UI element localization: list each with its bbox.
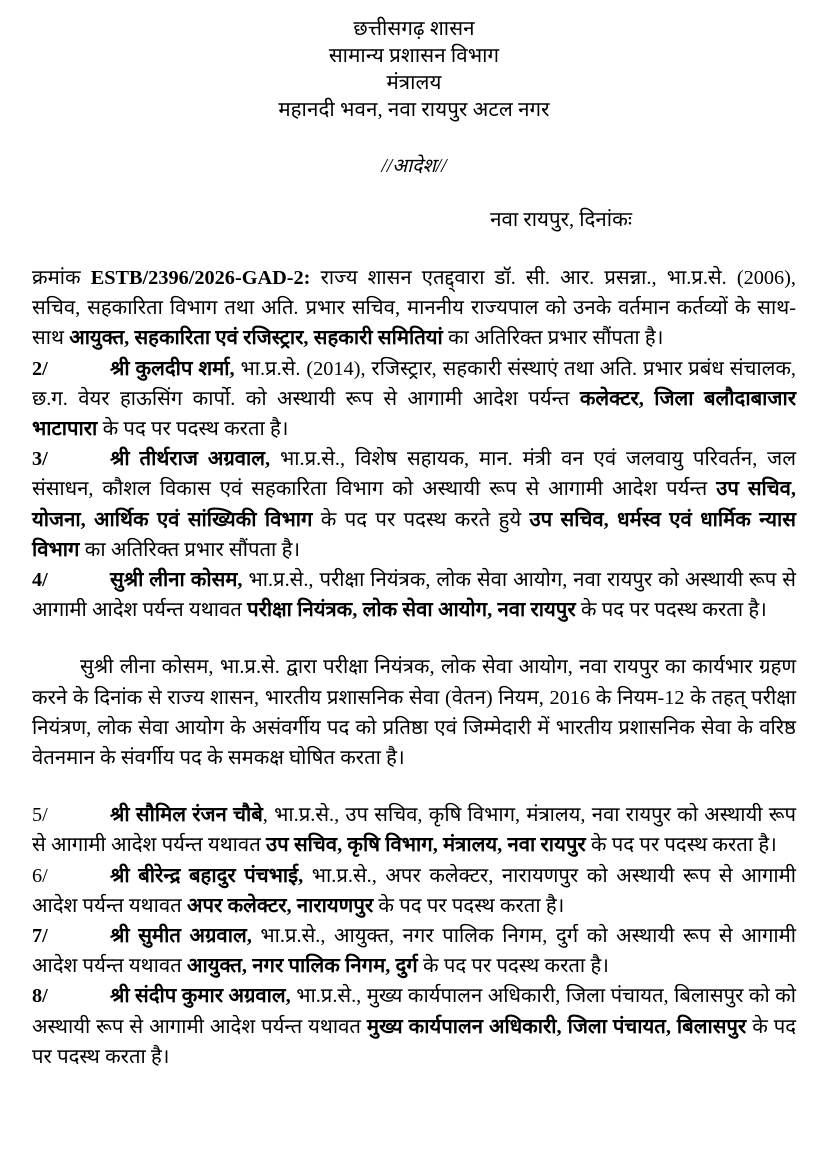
document-content — [32, 0, 796, 1072]
order-paragraph — [32, 861, 796, 921]
body-text: भा.प्र.से. (2014), रजिस्ट्रार, सहकारी संस्थाएं तथा अति. प्रभार प्रबंध संचालक, छ.ग. वेयर हाऊसिंग कार्पो. को अस्थायी रूप से आगामी आदेश पर्यन्त — [32, 357, 796, 410]
body-text: के पद पर पदस्थ करता है। — [417, 955, 609, 978]
paragraph-number: 6/ — [32, 864, 48, 887]
emphasis-text: सुश्री लीना कोसम, — [110, 569, 243, 592]
emphasis-text: उप सचिव, कृषि विभाग, मंत्रालय, नवा रायपुर — [266, 834, 586, 857]
order-heading: //आदेश// — [381, 156, 447, 177]
body-text: के पद पर पदस्थ करता है। — [97, 418, 289, 441]
body-text: भा.प्र.से., अपर कलेक्टर, नारायणपुर को अस्थायी रूप से आगामी आदेश पर्यन्त यथावत — [32, 864, 796, 917]
body-text: का अतिरिक्त प्रभार सौंपता है। — [79, 538, 301, 561]
order-paragraph — [32, 800, 796, 860]
paragraph-number: 7/ — [32, 925, 48, 948]
paragraph-number: 5/ — [32, 804, 48, 827]
order-paragraph — [32, 354, 796, 445]
emphasis-text: श्री बीरेन्द्र बहादुर पंचभाई, — [110, 864, 304, 887]
body-text: के पद पर पदस्थ करता है। — [32, 1015, 797, 1068]
paragraph-number: 2/ — [32, 357, 48, 380]
emphasis-text: श्री कुलदीप शर्मा, — [110, 357, 235, 380]
body-text: भा.प्र.से., आयुक्त, नगर पालिक निगम, दुर्ग को अस्थायी रूप से आगामी आदेश पर्यन्त यथावत — [32, 925, 796, 978]
emphasis-text: आयुक्त, सहकारिता एवं रजिस्ट्रार, सहकारी समितियां — [69, 327, 443, 350]
emphasis-text: कलेक्टर, जिला बलौदाबाजार भाटापारा — [32, 387, 796, 441]
body-text: क्रमांक — [32, 267, 91, 289]
paragraph-number: 3/ — [32, 448, 48, 471]
letterhead-line-ministry: मंत्रालय — [386, 72, 442, 94]
order-paragraph — [32, 565, 796, 625]
body-text: राज्य शासन एतद्द्वारा डॉ. सी. आर. प्रसन्ना., भा.प्र.से. (2006), सचिव, सहकारिता विभाग तथा अति. प्रभार सचिव, माननीय राज्यपाल को उनके वर्तमान कर्तव्यों के साथ-साथ — [32, 267, 796, 350]
order-paragraph — [32, 981, 796, 1072]
body-text: के पद पर पदस्थ करता है। — [373, 894, 565, 917]
emphasis-text: श्री तीर्थराज अग्रवाल, — [110, 448, 271, 471]
emphasis-text: आयुक्त, नगर पालिक निगम, दुर्ग — [187, 955, 418, 978]
body-text: का अतिरिक्त प्रभार सौंपता है। — [442, 327, 664, 350]
order-paragraph — [32, 921, 796, 981]
paragraph-number: 4/ — [32, 569, 48, 592]
emphasis-text: श्री संदीप कुमार अग्रवाल, — [110, 985, 291, 1008]
place-and-date: नवा रायपुर, दिनांकः — [490, 209, 632, 231]
body-text: भा.प्र.से., परीक्षा नियंत्रक, लोक सेवा आयोग, नवा रायपुर को अस्थायी रूप से आगामी आदेश पर्यन्त यथावत — [32, 569, 796, 622]
emphasis-text: अपर कलेक्टर, नारायणपुर — [187, 894, 374, 917]
letterhead-line-department: सामान्य प्रशासन विभाग — [328, 45, 500, 67]
emphasis-text: उप सचिव, योजना, आर्थिक एवं सांख्यिकी विभाग — [32, 478, 797, 531]
emphasis-text: श्री सुमीत अग्रवाल, — [110, 925, 252, 948]
paragraph-number: 8/ — [32, 985, 48, 1008]
emphasis-text: मुख्य कार्यपालन अधिकारी, जिला पंचायत, बिलासपुर — [366, 1015, 747, 1038]
emphasis-text: श्री सौमिल रंजन चौबे — [110, 804, 263, 827]
body-text: , भा.प्र.से., उप सचिव, कृषि विभाग, मंत्रालय, नवा रायपुर को अस्थायी रूप से आगामी आदेश पर्यन्त यथावत — [32, 804, 796, 857]
letterhead-line-state: छत्तीसगढ़ शासन — [353, 18, 475, 40]
order-paragraph — [32, 263, 796, 354]
body-text: भा.प्र.से., विशेष सहायक, मान. मंत्री वन एवं जलवायु परिवर्तन, जल संसाधन, कौशल विकास एवं सहकारिता विभाग को अस्थायी रूप से आगामी आदेश पर्यन्त — [32, 448, 796, 501]
emphasis-text: उप सचिव, धर्मस्व एवं धार्मिक न्यास विभाग — [32, 508, 796, 561]
letterhead-line-address: महानदी भवन, नवा रायपुर अटल नगर — [278, 99, 550, 121]
body-text: सुश्री लीना कोसम, भा.प्र.से. द्वारा परीक्षा नियंत्रक, लोक सेवा आयोग, नवा रायपुर का कार्यभार ग्रहण करने के दिनांक से राज्य शासन, भारतीय प्रशासनिक सेवा (वेतन) नियम, 2016 के नियम-12 के तहत् परीक्षा नियंत्रण, लोक सेवा आयोग के असंवर्गीय पद को प्रतिष्ठा एवं जिम्मेदारी में भारतीय प्रशासनिक सेवा के वरिष्ठ वेतनमान के संवर्गीय पद के समकक्ष घोषित करता है। — [32, 656, 796, 770]
body-text: के पद पर पदस्थ करता है। — [585, 834, 777, 857]
emphasis-text: परीक्षा नियंत्रक, लोक सेवा आयोग, नवा रायपुर — [247, 599, 576, 622]
body-text: के पद पर पदस्थ करता है। — [575, 599, 767, 622]
order-paragraph — [32, 652, 796, 773]
letterhead — [32, 0, 796, 124]
order-body — [32, 263, 796, 1072]
body-text: के पद पर पदस्थ करते हुये — [312, 508, 530, 531]
body-text: भा.प्र.से., मुख्य कार्यपालन अधिकारी, जिला पंचायत, बिलासपुर को को अस्थायी रूप से आगामी आदेश पर्यन्त यथावत — [32, 985, 796, 1038]
order-paragraph — [32, 444, 796, 565]
emphasis-text: ESTB/2396/2026-GAD-2: — [90, 267, 311, 289]
